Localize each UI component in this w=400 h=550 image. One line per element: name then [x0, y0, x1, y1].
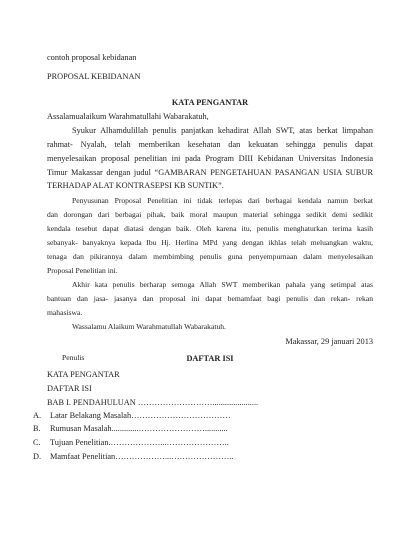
p3-line: Akhir kata penulis berharap semoga Allah SWT memberikan pahala yang setimpal atas	[72, 280, 373, 289]
toc-sub-letter: A.	[33, 411, 42, 420]
signer: Penulis	[62, 353, 85, 362]
p2-line: Proposal Penelitian ini.	[47, 266, 118, 275]
toc-sub-text: Latar Belakang Masalah………………………………	[50, 411, 231, 420]
salam: Assalamualaikum Warahmatullahi Wabarakatuh,	[47, 112, 209, 121]
toc-sub-letter: B.	[33, 424, 41, 433]
toc-sub-text: Rumusan Masalah.............……………………...........	[50, 424, 228, 433]
toc-sub-letter: C.	[33, 438, 41, 447]
p2-line: kendala tesebut dapat diatasi dengan baik. Oleh karena itu, penulis menghaturkan terima kasih	[47, 224, 373, 233]
place-date: Makassar, 29 januari 2013	[285, 337, 373, 346]
p2-line: tenaga dan pikirannya dalam membimbing penulis guna penyempurnaan dalam menyelesaikan	[47, 252, 373, 261]
toc-sub-text: Mamfaat Penelitian………………...…………………..	[50, 452, 234, 461]
toc-entry: BAB I. PENDAHULUAN ………………………......................	[47, 398, 259, 407]
closing: Wassalamu Alaikum Warahmatullah Wabarakatuh.	[72, 322, 226, 331]
toc-sub-letter: D.	[33, 452, 42, 461]
doc-title: PROPOSAL KEBIDANAN	[47, 72, 141, 81]
toc-heading: DAFTAR ISI	[186, 354, 234, 363]
toc-sub-text: Tujuan Penelitian.………………...…………………..	[50, 438, 229, 447]
p3-line: mahasiswa.	[47, 308, 83, 317]
p2-line: dan dorongan dari berbagai pihak, baik moral maupun material sehingga sedikit demi sedikit	[47, 210, 373, 219]
preface-heading: KATA PENGANTAR	[171, 98, 249, 107]
p1-line: TERHADAP ALAT KONTRASEPSI KB SUNTIK”.	[47, 181, 224, 190]
p1-line: Syukur Alhamdulillah penulis panjatkan kehadirat Allah SWT, atas berkat limpahan	[72, 126, 373, 135]
toc-entry: DAFTAR ISI	[47, 384, 92, 393]
p2-line: sebanyak- banyaknya kepada Ibu Hj. Herlina MPd yang dengan ikhlas telah meluangkan waktu,	[47, 238, 373, 247]
doc-label: contoh proposal kebidanan	[47, 53, 137, 62]
p1-line: menyelesaikan proposal penelitian ini pada Program DIII Kebidanan Universitas Indonesia	[47, 154, 373, 163]
p1-line: rahmat- Nyalah, telah memberikan kesehatan dan kekuatan sehingga penulis dapat	[47, 140, 373, 149]
toc-entry: KATA PENGANTAR	[47, 370, 120, 379]
p1-line: Timur Makassar dengan judul “GAMBARAN PENGETAHUAN PASANGAN USIA SUBUR	[47, 168, 373, 177]
p2-line: Penyusunan Proposal Penelitian ini tidak terlepas dari berbagai kendala namun berkat	[72, 196, 373, 205]
p3-line: bantuan dan jasa- jasanya dan proposal ini dapat bemamfaat bagi penulis dan rekan- rekan	[47, 294, 373, 303]
